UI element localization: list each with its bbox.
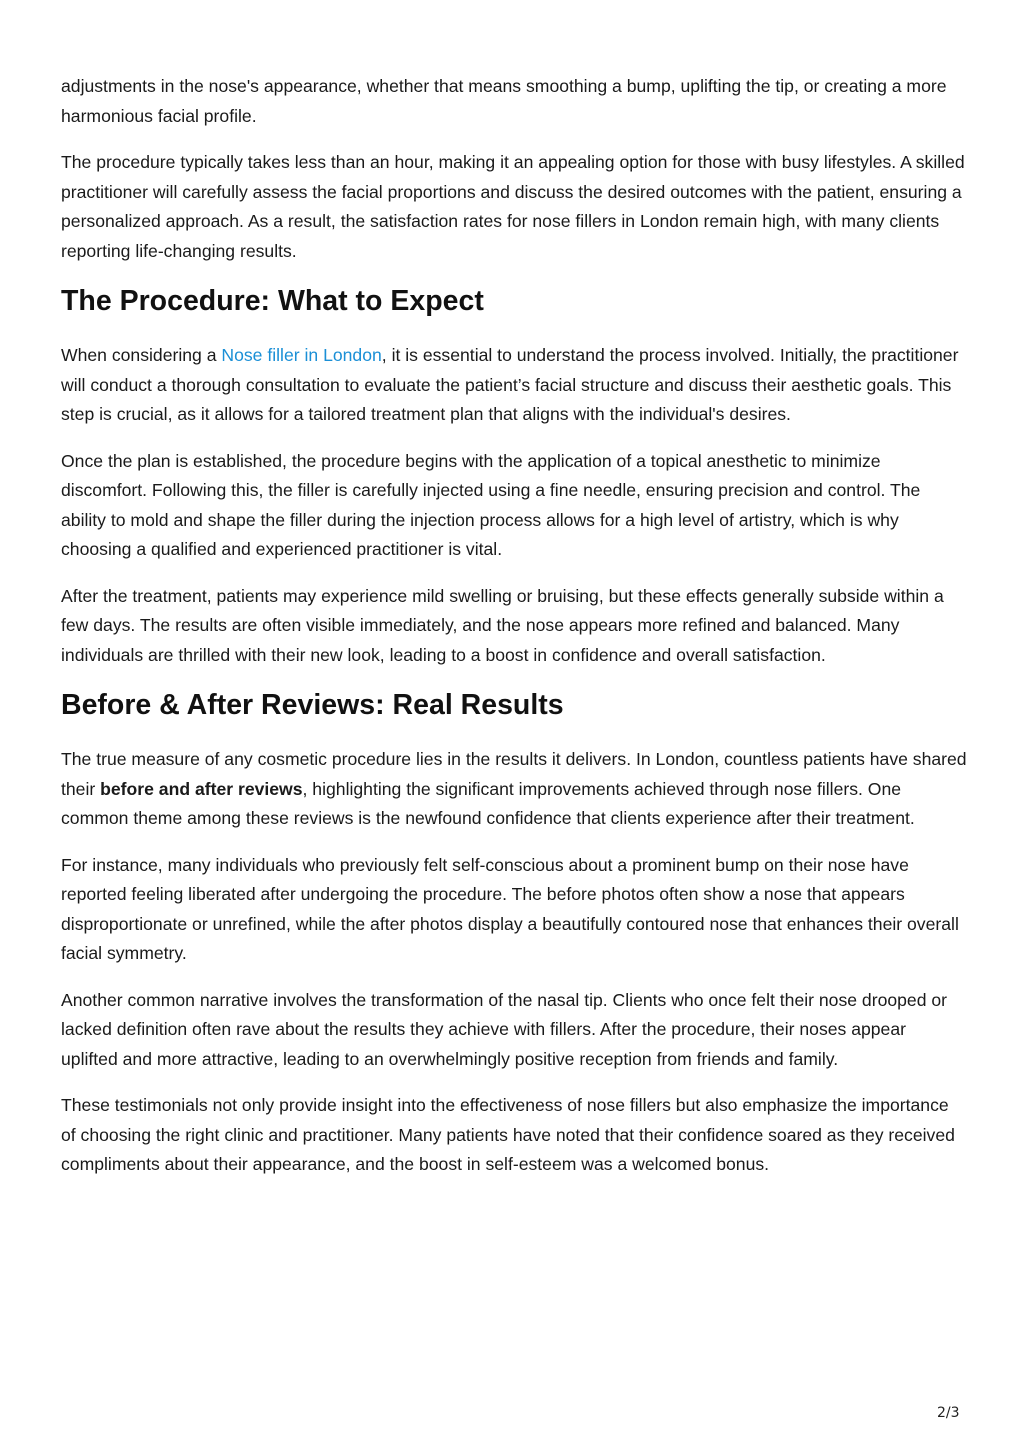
- paragraph-intro-continued: adjustments in the nose's appearance, whether that means smoothing a bump, uplifting the tip, or creating a more harmonious facial profile.: [61, 76, 947, 126]
- nose-filler-london-link[interactable]: Nose filler in London: [221, 345, 382, 365]
- paragraph-nasal-tip: Another common narrative involves the transformation of the nasal tip. Clients who once felt their nose drooped or lacked definition often rave about the results they achieve with fillers. After the procedure, their noses appear uplifted and more attractive, leading to an overwhelmingly positive reception from friends and family.: [61, 989, 948, 1069]
- paragraph-after-treatment: After the treatment, patients may experience mild swelling or bruising, but these effects generally subside within a few days. The results are often visible immediately, and the nose appears more refined and balanced. Many individuals are thrilled with their new look, leading to a boost in confidence and overall satisfaction.: [61, 585, 944, 665]
- heading-before-after-reviews: Before & After Reviews: Real Results: [61, 689, 564, 721]
- heading-procedure: The Procedure: What to Expect: [61, 285, 484, 317]
- paragraph-testimonials: These testimonials not only provide insight into the effectiveness of nose fillers but also emphasize the importance of choosing the right clinic and practitioner. Many patients have noted that their confidence soared as they received compliments about their appearance, and the boost in self-esteem was a welcomed bonus.: [61, 1095, 955, 1174]
- paragraph-plan-established: Once the plan is established, the procedure begins with the application of a topical anesthetic to minimize discomfort. Following this, the filler is carefully injected using a fine needle, ensuring precision and control. The ability to mold and shape the filler during the injection process allows for a high level of artistry, which is why choosing a qualified and experienced practitioner is vital.: [61, 450, 921, 559]
- paragraph-text: The true measure of any cosmetic procedure lies in the results it delivers. In London, countless patients have shared their: [61, 749, 967, 799]
- paragraph-for-instance: For instance, many individuals who previously felt self-conscious about a prominent bump on their nose have reported feeling liberated after undergoing the procedure. The before photos often show a nose that appears disproportionate or unrefined, while the after photos display a beautifully contoured nose that enhances their overall facial symmetry.: [61, 854, 959, 963]
- paragraph-procedure-duration: The procedure typically takes less than an hour, making it an appealing option for those with busy lifestyles. A skilled practitioner will carefully assess the facial proportions and discuss the desired outcomes with the patient, ensuring a personalized approach. As a result, the satisfaction rates for nose fillers in London remain high, with many clients reporting life-changing results.: [61, 152, 965, 261]
- paragraph-text: , it is essential to understand the process involved. Initially, the practitioner will conduct a thorough consultation to evaluate the patient’s facial structure and discuss their aesthetic goals. This step is crucial, as it allows for a tailored treatment plan that aligns with the individual's desires.: [61, 345, 959, 424]
- paragraph-considering: [61, 341, 967, 430]
- paragraph-text: , highlighting the significant improvements achieved through nose fillers. One common theme among these reviews is the newfound confidence that clients experience after their treatment.: [61, 778, 915, 828]
- page-number: 2/3: [937, 1405, 960, 1421]
- document-body: [61, 72, 967, 1197]
- paragraph-true-measure: [61, 745, 967, 834]
- paragraph-text: When considering a: [61, 345, 222, 365]
- bold-before-after-reviews: before and after reviews: [100, 778, 303, 799]
